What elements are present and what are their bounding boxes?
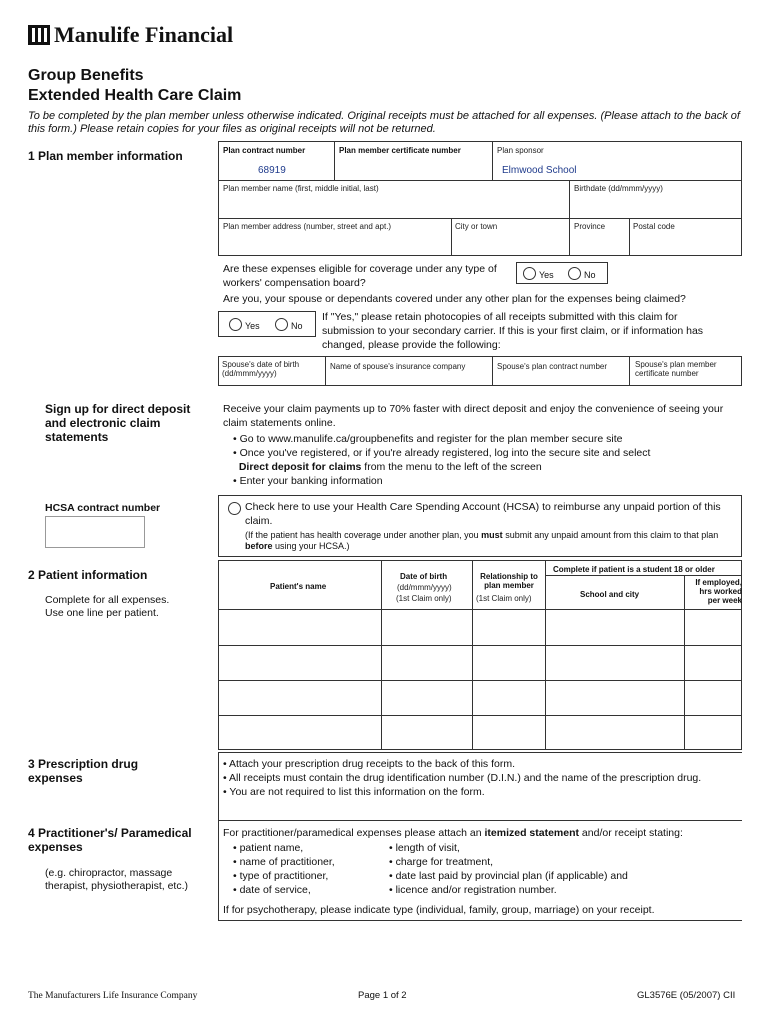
list-item: • All receipts must contain the drug identification number (D.I.N.) and the name of the prescription drug. (223, 771, 738, 785)
section2-heading: 2 Patient information (28, 568, 148, 582)
form-title-line1: Group Benefits (28, 67, 144, 84)
table-row[interactable] (218, 681, 742, 714)
other-plan-yes[interactable]: Yes (229, 318, 260, 332)
radio-icon (523, 267, 536, 280)
workers-comp-question: Are these expenses eligible for coverage under any type of workers' compensation board? (223, 263, 497, 289)
list-item: • Attach your prescription drug receipts to the back of this form. (223, 757, 738, 771)
table-row[interactable] (218, 610, 742, 644)
section1-heading: 1 Plan member information (28, 149, 183, 163)
hcsa-contract-field[interactable] (45, 516, 145, 548)
col-hours-worked: If employed, hrs worked per week (695, 578, 742, 605)
direct-deposit-steps (233, 432, 738, 488)
footer-page: Page 1 of 2 (358, 990, 407, 1001)
spouse-dob-label: Spouse's date of birth (dd/mmm/yyyy) (222, 360, 300, 378)
workers-comp-no[interactable]: No (568, 267, 596, 281)
radio-icon (275, 318, 288, 331)
footer-company: The Manufacturers Life Insurance Company (28, 991, 198, 1001)
address-label: Plan member address (number, street and apt.) (223, 222, 392, 231)
spouse-contract-label: Spouse's plan contract number (497, 362, 608, 371)
list-item: • name of practitioner, (233, 855, 383, 869)
col-patient-name: Patient's name (270, 582, 327, 591)
list-item: • You are not required to list this information on the form. (223, 785, 738, 799)
table-row[interactable] (218, 646, 742, 679)
hcsa-check-text: Check here to use your Health Care Spending Account (HCSA) to reimburse any unpaid portion of this claim. (245, 501, 721, 527)
member-name-label: Plan member name (first, middle initial, last) (223, 184, 379, 193)
list-item: • date of service, (233, 883, 383, 897)
list-item: • patient name, (233, 841, 383, 855)
practitioner-intro: For practitioner/paramedical expenses please attach an itemized statement and/or receipt stating: (223, 827, 683, 839)
footer-form-code: GL3576E (05/2007) CII (637, 990, 736, 1001)
table-row[interactable] (218, 716, 742, 749)
practitioner-list-left (233, 841, 383, 897)
spouse-cert-label: Spouse's plan member certificate number (635, 360, 717, 378)
company-logo (28, 22, 233, 51)
company-name: Manulife Financial (54, 22, 234, 47)
form-intro: To be completed by the plan member unless otherwise indicated. Original receipts must be attached for all expenses. (Please attach to the back of this form.) Please retain copies for your files as original receipts will not be returned. (28, 110, 740, 135)
if-yes-instructions: If "Yes," please retain photocopies of all receipts submitted with this claim for submission to your secondary carrier. If this is your first claim, or if information has changed, please provide the following: (322, 311, 704, 351)
section3-heading: 3 Prescription drug expenses (28, 757, 139, 785)
birthdate-field[interactable] (574, 196, 738, 214)
address-field[interactable] (223, 234, 447, 252)
col-dob-note: (1st Claim only) (396, 594, 452, 603)
other-plan-no[interactable]: No (275, 318, 303, 332)
plan-sponsor-label: Plan sponsor (497, 146, 544, 155)
list-item: • licence and/or registration number. (389, 883, 739, 897)
direct-deposit-heading: Sign up for direct deposit and electronic claim statements (45, 402, 191, 444)
manulife-logo-icon (28, 25, 50, 51)
col-dob-format: (dd/mmm/yyyy) (397, 583, 452, 592)
section4-sub: (e.g. chiropractor, massage therapist, physiotherapist, etc.) (45, 867, 188, 892)
city-field[interactable] (455, 234, 565, 252)
city-label: City or town (455, 222, 498, 231)
birthdate-label: Birthdate (dd/mmm/yyyy) (574, 184, 663, 193)
list-item: • date last paid by provincial plan (if applicable) and (389, 869, 739, 883)
plan-contract-label: Plan contract number (223, 146, 306, 155)
direct-deposit-intro: Receive your claim payments up to 70% faster with direct deposit and enjoy the convenience of seeing your claim statements online. (223, 403, 724, 429)
psychotherapy-note: If for psychotherapy, please indicate type (individual, family, group, marriage) on your receipt. (223, 904, 655, 916)
province-field[interactable] (574, 234, 626, 252)
workers-comp-yes[interactable]: Yes (523, 267, 554, 281)
certificate-label: Plan member certificate number (339, 146, 461, 155)
radio-icon (229, 318, 242, 331)
col-school-city: School and city (580, 590, 640, 599)
section2-sub: Complete for all expenses. Use one line per patient. (45, 594, 170, 619)
certificate-field[interactable] (339, 158, 487, 176)
col-dob: Date of birth (400, 572, 448, 581)
list-item: • type of practitioner, (233, 869, 383, 883)
list-item: • Once you've registered, or if you're already registered, log into the secure site and select Direct deposit for claims from the menu to the left of the screen (233, 446, 738, 474)
form-title-line2: Extended Health Care Claim (28, 87, 242, 104)
list-item: • charge for treatment, (389, 855, 739, 869)
prescription-instructions (223, 757, 738, 799)
list-item: • Go to www.manulife.ca/groupbenefits and register for the plan member secure site (233, 432, 738, 446)
postal-code-label: Postal code (633, 222, 675, 231)
hcsa-checkbox[interactable] (228, 502, 241, 515)
plan-sponsor-field[interactable]: Elmwood School (502, 165, 577, 176)
spouse-company-label: Name of spouse's insurance company (330, 362, 466, 371)
col-relationship: Relationship to plan member (480, 572, 538, 590)
province-label: Province (574, 222, 606, 231)
section4-heading: 4 Practitioner's/ Paramedical expenses (28, 826, 192, 854)
hcsa-note: (If the patient has health coverage under another plan, you must submit any unpaid amount from this claim to that plan before using your HCSA.) (245, 530, 719, 551)
practitioner-list-right (389, 841, 739, 897)
other-plan-question: Are you, your spouse or dependants covered under any other plan for the expenses being claimed? (223, 293, 686, 305)
col-relationship-note: (1st Claim only) (476, 594, 532, 603)
radio-icon (568, 267, 581, 280)
list-item: • length of visit, (389, 841, 739, 855)
list-item: • Enter your banking information (233, 474, 738, 488)
student-header: Complete if patient is a student 18 or older (553, 565, 715, 574)
postal-code-field[interactable] (633, 234, 737, 252)
hcsa-label: HCSA contract number (45, 502, 161, 514)
plan-contract-field[interactable]: 68919 (258, 165, 286, 176)
member-name-field[interactable] (223, 196, 563, 214)
